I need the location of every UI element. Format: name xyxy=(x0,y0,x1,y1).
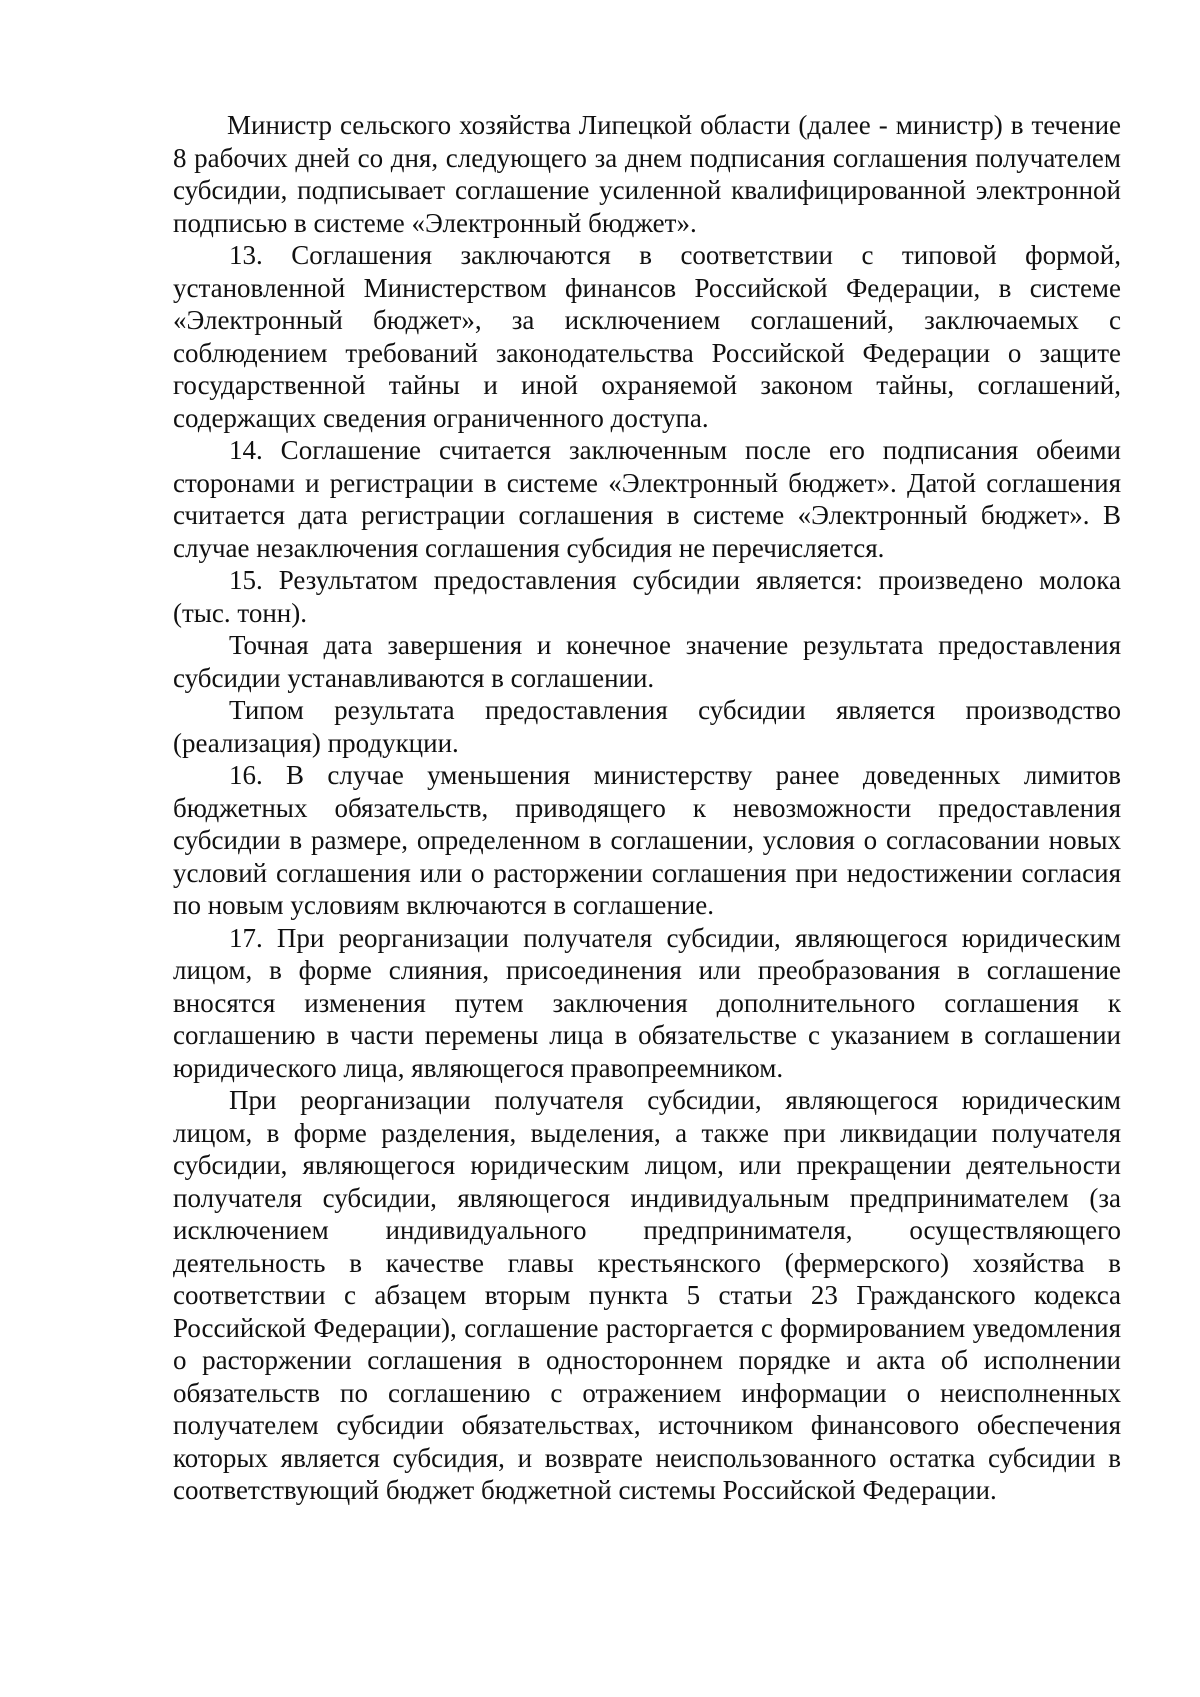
paragraph-17-reorganization: При реорганизации получателя субсидии, являющегося юридическим лицом, в форме разделения, выделения, а также при ликвидации получателя субсидии, являющегося юридическим лицом, или прекращении деятельности получателя субсидии, являющегося индивидуальным предпринимателем (за исключением индивидуального предпринимателя, осуществляющего деятельность в качестве главы крестьянского (фермерского) хозяйства в соответствии с абзацем вторым пункта 5 статьи 23 Гражданского кодекса Российской Федерации), соглашение расторгается с формированием уведомления о расторжении соглашения в одностороннем порядке и акта об исполнении обязательств по соглашению с отражением информации о неисполненных получателем субсидии обязательствах, источником финансового обеспечения которых является субсидия, и возврате неиспользованного остатка субсидии в соответствующий бюджет бюджетной системы Российской Федерации. xyxy=(173,1085,1121,1505)
paragraph-minister-signing: Министр сельского хозяйства Липецкой области (далее - министр) в течение 8 рабочих дней со дня, следующего за днем подписания соглашения получателем субсидии, подписывает соглашение усиленной квалифицированной электронной подписью в системе «Электронный бюджет». xyxy=(173,110,1121,238)
paragraph-17: 17. При реорганизации получателя субсидии, являющегося юридическим лицом, в форме слияния, присоединения или преобразования в соглашение вносятся изменения путем заключения дополнительного соглашения к соглашению в части перемены лица в обязательстве с указанием в соглашении юридического лица, являющегося правопреемником. xyxy=(173,922,1121,1083)
paragraph-14: 14. Соглашение считается заключенным после его подписания обеими сторонами и регистрации в системе «Электронный бюджет». Датой соглашения считается дата регистрации соглашения в системе «Электронный бюджет». В случае незаключения соглашения субсидия не перечисляется. xyxy=(173,435,1121,563)
paragraph-13: 13. Соглашения заключаются в соответствии с типовой формой, установленной Министерством финансов Российской Федерации, в системе «Электронный бюджет», за исключением соглашений, заключаемых с соблюдением требований законодательства Российской Федерации о защите государственной тайны и иной охраняемой законом тайны, соглашений, содержащих сведения ограниченного доступа. xyxy=(173,240,1121,433)
paragraph-15: 15. Результатом предоставления субсидии является: произведено молока (тыс. тонн). xyxy=(173,565,1121,628)
paragraph-15-type: Типом результата предоставления субсидии является производство (реализация) продукции. xyxy=(173,695,1121,758)
paragraph-15-date: Точная дата завершения и конечное значение результата предоставления субсидии устанавливаются в соглашении. xyxy=(173,630,1121,693)
document-body xyxy=(173,109,1121,1507)
paragraph-16: 16. В случае уменьшения министерству ранее доведенных лимитов бюджетных обязательств, приводящего к невозможности предоставления субсидии в размере, определенном в соглашении, условия о согласовании новых условий соглашения или о расторжении соглашения при недостижении согласия по новым условиям включаются в соглашение. xyxy=(173,760,1121,920)
